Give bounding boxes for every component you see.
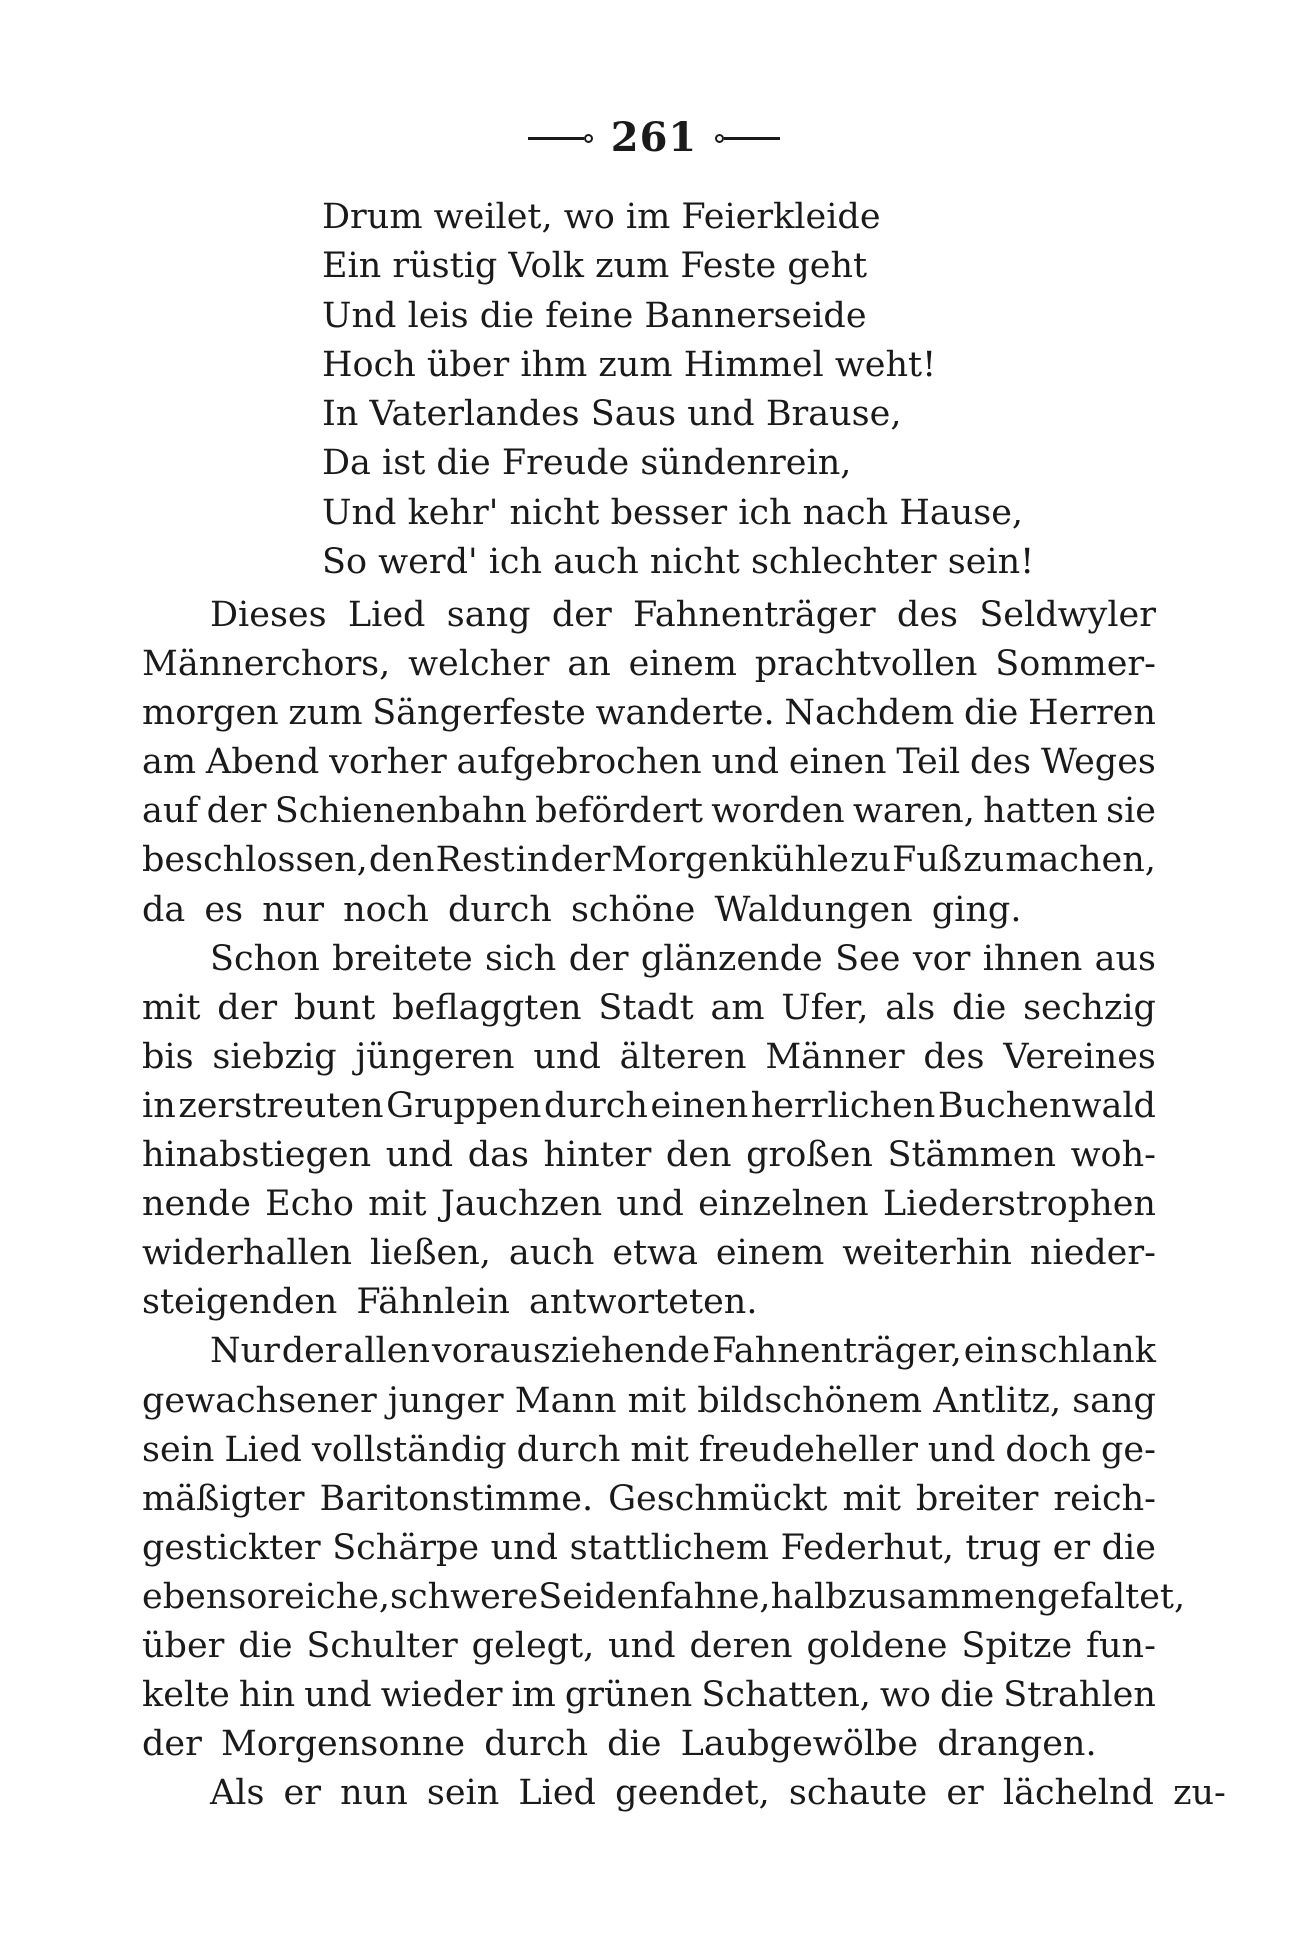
page-header — [0, 114, 1308, 161]
word: sein — [142, 1429, 215, 1470]
word: die — [963, 693, 1019, 734]
word: bildschönem — [697, 1380, 923, 1421]
word: und — [711, 742, 779, 783]
word: vor — [912, 938, 971, 979]
word: nieder- — [1029, 1233, 1156, 1274]
word: halb — [770, 1576, 848, 1617]
text-line — [142, 640, 1156, 689]
word: jüngeren — [355, 1036, 515, 1077]
word: ein — [963, 1331, 1019, 1372]
word: auch — [508, 1233, 595, 1274]
word: zum — [288, 693, 363, 734]
word: fun- — [1086, 1625, 1156, 1666]
word: mit — [627, 1380, 687, 1421]
word: woh- — [1070, 1135, 1156, 1176]
word: worden — [711, 791, 845, 832]
word: beflaggten — [392, 987, 582, 1028]
word: allen — [343, 1331, 430, 1372]
word: die — [939, 1675, 995, 1716]
word: prachtvollen — [754, 644, 978, 685]
word: mit — [142, 987, 201, 1028]
word: vorausziehende — [431, 1331, 711, 1372]
word: siebzig — [212, 1036, 337, 1077]
word: zusammengefaltet, — [847, 1576, 1186, 1617]
word: schlank — [1020, 1331, 1156, 1372]
word: mit — [368, 1184, 427, 1225]
word: morgen — [142, 693, 279, 734]
word: einem — [628, 644, 737, 685]
text-line — [142, 1475, 1156, 1524]
word: Seidenfahne, — [538, 1576, 771, 1617]
word: sie — [1106, 791, 1156, 832]
word: reiche, — [267, 1576, 391, 1617]
word: und — [608, 1625, 676, 1666]
word: Gruppen — [386, 1085, 542, 1126]
word: vorher — [329, 742, 447, 783]
word: herrlichen — [750, 1085, 936, 1126]
word: Echo — [265, 1184, 354, 1225]
word: älteren — [619, 1036, 747, 1077]
word: der — [550, 840, 611, 881]
word: einem — [715, 1233, 825, 1274]
word: Fahnenträger, — [711, 1331, 962, 1372]
word: Sommer- — [995, 644, 1156, 685]
word: Strahlen — [1003, 1675, 1156, 1716]
word: machen, — [1005, 840, 1156, 881]
text-line — [142, 1573, 1186, 1622]
word: breiter — [915, 1478, 1039, 1519]
word: im — [511, 1675, 556, 1716]
word: glänzende — [640, 938, 823, 979]
word: ließen, — [370, 1233, 491, 1274]
word: weiterhin — [842, 1233, 1012, 1274]
word: einen — [650, 1085, 749, 1126]
text-line: Als er nun sein Lied geendet, schaute er lächelnd zu- — [210, 1773, 1226, 1814]
word: reich- — [1053, 1478, 1156, 1519]
word: deren — [689, 1625, 793, 1666]
word: ge- — [1100, 1429, 1156, 1470]
text-line: da es nur noch durch schöne Waldungen ging. — [142, 889, 1022, 930]
word: auf — [142, 791, 199, 832]
word: sang — [1072, 1380, 1156, 1421]
word: widerhallen — [142, 1233, 353, 1274]
word: sich — [485, 938, 557, 979]
text-line — [142, 836, 1156, 885]
word: hinter — [543, 1135, 652, 1176]
word: Weges — [1040, 742, 1156, 783]
word: Teil — [896, 742, 961, 783]
word: der — [206, 791, 267, 832]
word: Nur — [210, 1331, 280, 1372]
text-line — [142, 1327, 1156, 1376]
page-number: 261 — [610, 114, 698, 161]
word: Ufer, — [781, 987, 869, 1028]
text-line — [142, 1377, 1156, 1426]
word: zu — [849, 840, 891, 881]
word: nende — [142, 1184, 251, 1225]
word: des — [896, 595, 959, 635]
word: Baritonstimme. — [319, 1478, 594, 1519]
word: Lied — [347, 595, 426, 635]
word: zerstreuten — [178, 1085, 384, 1126]
word: bis — [142, 1036, 194, 1077]
verse-line: So werd' ich auch nicht schlechter sein! — [322, 542, 1035, 583]
word: Stämmen — [887, 1135, 1057, 1176]
poem-stanza — [322, 193, 1042, 587]
word: hin — [238, 1675, 296, 1716]
word: gestickter — [142, 1527, 321, 1568]
word: beschlossen, — [142, 840, 368, 881]
word: junger — [387, 1380, 504, 1421]
word: großen — [746, 1135, 873, 1176]
word: waren, — [852, 791, 975, 832]
prose-body — [142, 591, 1226, 1818]
word: Stadt — [598, 987, 694, 1028]
word: Schienenbahn — [274, 791, 527, 832]
word: Spitze — [961, 1625, 1073, 1666]
word: schwere — [390, 1576, 539, 1617]
word: See — [835, 938, 901, 979]
verse-line: Drum weilet, wo im Feierkleide — [322, 197, 881, 237]
word: einzelnen — [698, 1184, 869, 1225]
word: freudeheller — [698, 1429, 918, 1470]
word: Fahnenträger — [633, 595, 876, 635]
word: und — [533, 1036, 601, 1077]
word: Fuß — [891, 840, 963, 881]
verse-line: In Vaterlandes Saus und Brause, — [322, 394, 902, 435]
word: den — [368, 840, 435, 881]
word: das — [467, 1135, 529, 1176]
word: welcher — [408, 644, 550, 685]
word: grünen — [564, 1675, 693, 1716]
text-line: steigenden Fähnlein antworteten. — [142, 1282, 758, 1323]
word: Mann — [514, 1380, 617, 1421]
word: bunt — [293, 987, 376, 1028]
word: Rest — [435, 840, 515, 881]
word: breitete — [332, 938, 473, 979]
verse-line: Und kehr' nicht besser ich nach Hause, — [322, 492, 1024, 533]
word: gewachsener — [142, 1380, 377, 1421]
word: Schatten, — [701, 1675, 871, 1716]
text-line: der Morgensonne durch die Laubgewölbe drangen. — [142, 1724, 1097, 1765]
text-line — [142, 1082, 1156, 1131]
word: an — [567, 644, 611, 685]
word: Federhut, — [780, 1527, 954, 1568]
text-line — [142, 738, 1156, 787]
word: den — [665, 1135, 732, 1176]
word: ebenso — [142, 1576, 268, 1617]
word: Liederstrophen — [882, 1184, 1156, 1225]
word: Jauchzen — [440, 1184, 603, 1225]
word: gelegt, — [471, 1625, 595, 1666]
header-ornament-right — [715, 134, 780, 143]
text-line — [142, 1229, 1156, 1278]
word: hatten — [983, 791, 1098, 832]
word: in — [142, 1085, 176, 1126]
word: Geschmückt — [608, 1478, 828, 1519]
word: mit — [630, 1429, 689, 1470]
word: Dieses — [210, 595, 327, 635]
word: und — [927, 1429, 996, 1470]
text-line — [142, 935, 1156, 984]
text-line — [142, 689, 1156, 738]
text-line — [142, 1524, 1156, 1573]
word: Abend — [205, 742, 320, 783]
word: in — [515, 840, 550, 881]
word: am — [710, 987, 765, 1028]
word: der — [568, 938, 629, 979]
word: die — [1101, 1527, 1156, 1568]
word: doch — [1005, 1429, 1091, 1470]
text-line — [142, 1033, 1156, 1082]
word: über — [142, 1625, 225, 1666]
word: Männerchors, — [142, 644, 391, 685]
word: Lied — [224, 1429, 302, 1470]
word: goldene — [806, 1625, 948, 1666]
word: mit — [842, 1478, 901, 1519]
word: Vereines — [1003, 1036, 1156, 1077]
text-line — [142, 1426, 1156, 1475]
word: er — [1052, 1527, 1091, 1568]
word: befördert — [535, 791, 703, 832]
word: Schärpe — [332, 1527, 480, 1568]
word: Buchenwald — [937, 1085, 1156, 1126]
word: Schon — [210, 938, 320, 979]
word: der — [281, 1331, 342, 1372]
word: sechzig — [1023, 987, 1156, 1028]
word: und — [490, 1527, 559, 1568]
word: Antlitz, — [933, 1380, 1062, 1421]
word: mäßigter — [142, 1478, 305, 1519]
text-line — [142, 1622, 1156, 1671]
verse-line: Da ist die Freude sündenrein, — [322, 443, 852, 484]
text-line — [142, 591, 1156, 640]
word: durch — [516, 1429, 621, 1470]
word: wieder — [380, 1675, 503, 1716]
word: Männer — [765, 1036, 905, 1077]
word: Nachdem — [784, 693, 955, 734]
word: einen — [788, 742, 887, 783]
word: vollständig — [311, 1429, 507, 1470]
word: der — [217, 987, 278, 1028]
word: zu — [963, 840, 1005, 881]
word: Schulter — [306, 1625, 458, 1666]
word: ihnen — [982, 938, 1083, 979]
text-line — [142, 1131, 1156, 1180]
verse-line: Ein rüstig Volk zum Feste geht — [322, 246, 868, 287]
word: Morgenkühle — [611, 840, 849, 881]
verse-line: Hoch über ihm zum Himmel weht! — [322, 344, 937, 385]
word: wo — [879, 1675, 931, 1716]
text-line — [142, 1180, 1156, 1229]
word: etwa — [612, 1233, 698, 1274]
word: trug — [965, 1527, 1042, 1568]
word: aufgebrochen — [456, 742, 702, 783]
word: als — [885, 987, 936, 1028]
word: wanderte. — [595, 693, 775, 734]
word: die — [238, 1625, 293, 1666]
word: hinabstiegen — [142, 1135, 372, 1176]
word: des — [923, 1036, 985, 1077]
word: des — [970, 742, 1032, 783]
text-line — [142, 787, 1156, 836]
word: Herren — [1027, 693, 1156, 734]
verse-line: Und leis die feine Bannerseide — [322, 295, 867, 336]
word: und — [616, 1184, 684, 1225]
word: der — [551, 595, 612, 635]
word: Seldwyler — [979, 595, 1156, 635]
word: stattlichem — [569, 1527, 770, 1568]
word: aus — [1094, 938, 1156, 979]
word: durch — [544, 1085, 648, 1126]
word: Sängerfeste — [372, 693, 586, 734]
word: kelte — [142, 1675, 230, 1716]
header-ornament-left — [528, 134, 593, 143]
word: am — [142, 742, 197, 783]
text-line — [142, 1671, 1156, 1720]
word: sang — [446, 595, 531, 635]
word: und — [385, 1135, 454, 1176]
text-line — [142, 984, 1156, 1033]
word: die — [952, 987, 1007, 1028]
word: und — [304, 1675, 372, 1716]
